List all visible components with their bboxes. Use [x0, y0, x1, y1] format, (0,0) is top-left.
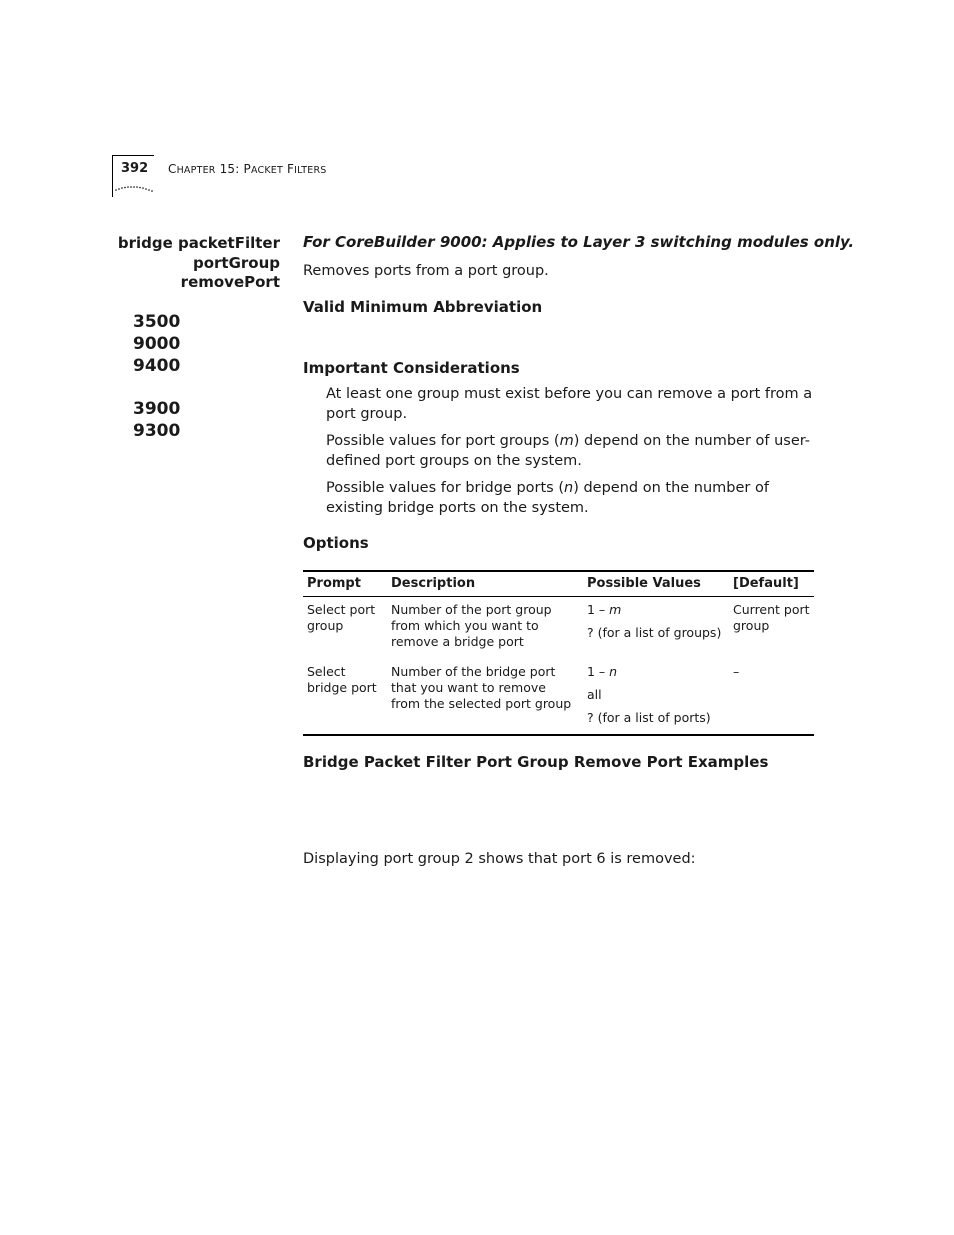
column-header-default: [Default]: [729, 572, 814, 597]
running-header-chapter: CHAPTER 15: PACKET FILTERS: [168, 162, 327, 176]
platform-number: 9000: [133, 334, 181, 354]
column-header-prompt: Prompt: [303, 572, 387, 597]
heading-important-considerations: Important Considerations: [303, 359, 520, 377]
value-list-option: ? (for a list of ports): [587, 710, 711, 725]
platform-list-2: [133, 398, 180, 442]
display-port-group-paragraph: Displaying port group 2 shows that port 6 is removed:: [303, 851, 696, 867]
cell-default: Current port group: [733, 602, 810, 633]
platform-number: 9300: [133, 421, 181, 441]
intro-paragraph: Removes ports from a port group.: [303, 263, 549, 279]
value-range: 1 – n: [587, 664, 618, 679]
table-row: [303, 597, 814, 651]
platform-number: 9400: [133, 356, 181, 376]
table-header-row: [303, 572, 814, 597]
applies-note: For CoreBuilder 9000: Applies to Layer 3 switching modules only.: [303, 233, 855, 251]
options-table: [303, 570, 814, 736]
platform-number: 3500: [133, 312, 181, 332]
column-header-possible-values: Possible Values: [583, 572, 729, 597]
cell-description: Number of the bridge port that you want to remove from the selected port group: [391, 664, 572, 711]
header-dotted-ornament: [113, 184, 155, 192]
heading-options: Options: [303, 534, 369, 552]
cell-prompt: Select port group: [307, 602, 376, 633]
command-line-2: portGroup: [192, 253, 280, 272]
consideration-1: At least one group must exist before you can remove a port from a port group.: [326, 386, 813, 422]
platform-list-1: [133, 311, 180, 377]
value-list-option: ? (for a list of groups): [587, 625, 722, 640]
page-number: 392: [121, 161, 149, 176]
cell-default: –: [733, 664, 740, 679]
command-line-3: removePort: [180, 273, 280, 291]
value-range: 1 – m: [587, 602, 622, 617]
heading-examples: Bridge Packet Filter Port Group Remove Port Examples: [303, 753, 769, 771]
heading-valid-abbreviation: Valid Minimum Abbreviation: [303, 298, 543, 316]
value-all: all: [587, 687, 602, 702]
cell-possible-values: [583, 597, 729, 651]
table-row: [303, 650, 814, 734]
command-heading: [118, 234, 280, 293]
header-rule-horizontal: [112, 155, 154, 156]
cell-description: Number of the port group from which you want to remove a bridge port: [391, 602, 552, 649]
column-header-description: Description: [387, 572, 583, 597]
platform-number: 3900: [133, 399, 181, 419]
cell-prompt: Select bridge port: [307, 664, 377, 695]
consideration-2: Possible values for port groups (m) depend on the number of user-defined port groups on the system.: [326, 433, 811, 469]
consideration-3: Possible values for bridge ports (n) depend on the number of existing bridge ports on the system.: [326, 480, 769, 516]
command-line-1: bridge packetFilter: [117, 234, 280, 252]
cell-possible-values: [583, 650, 729, 734]
